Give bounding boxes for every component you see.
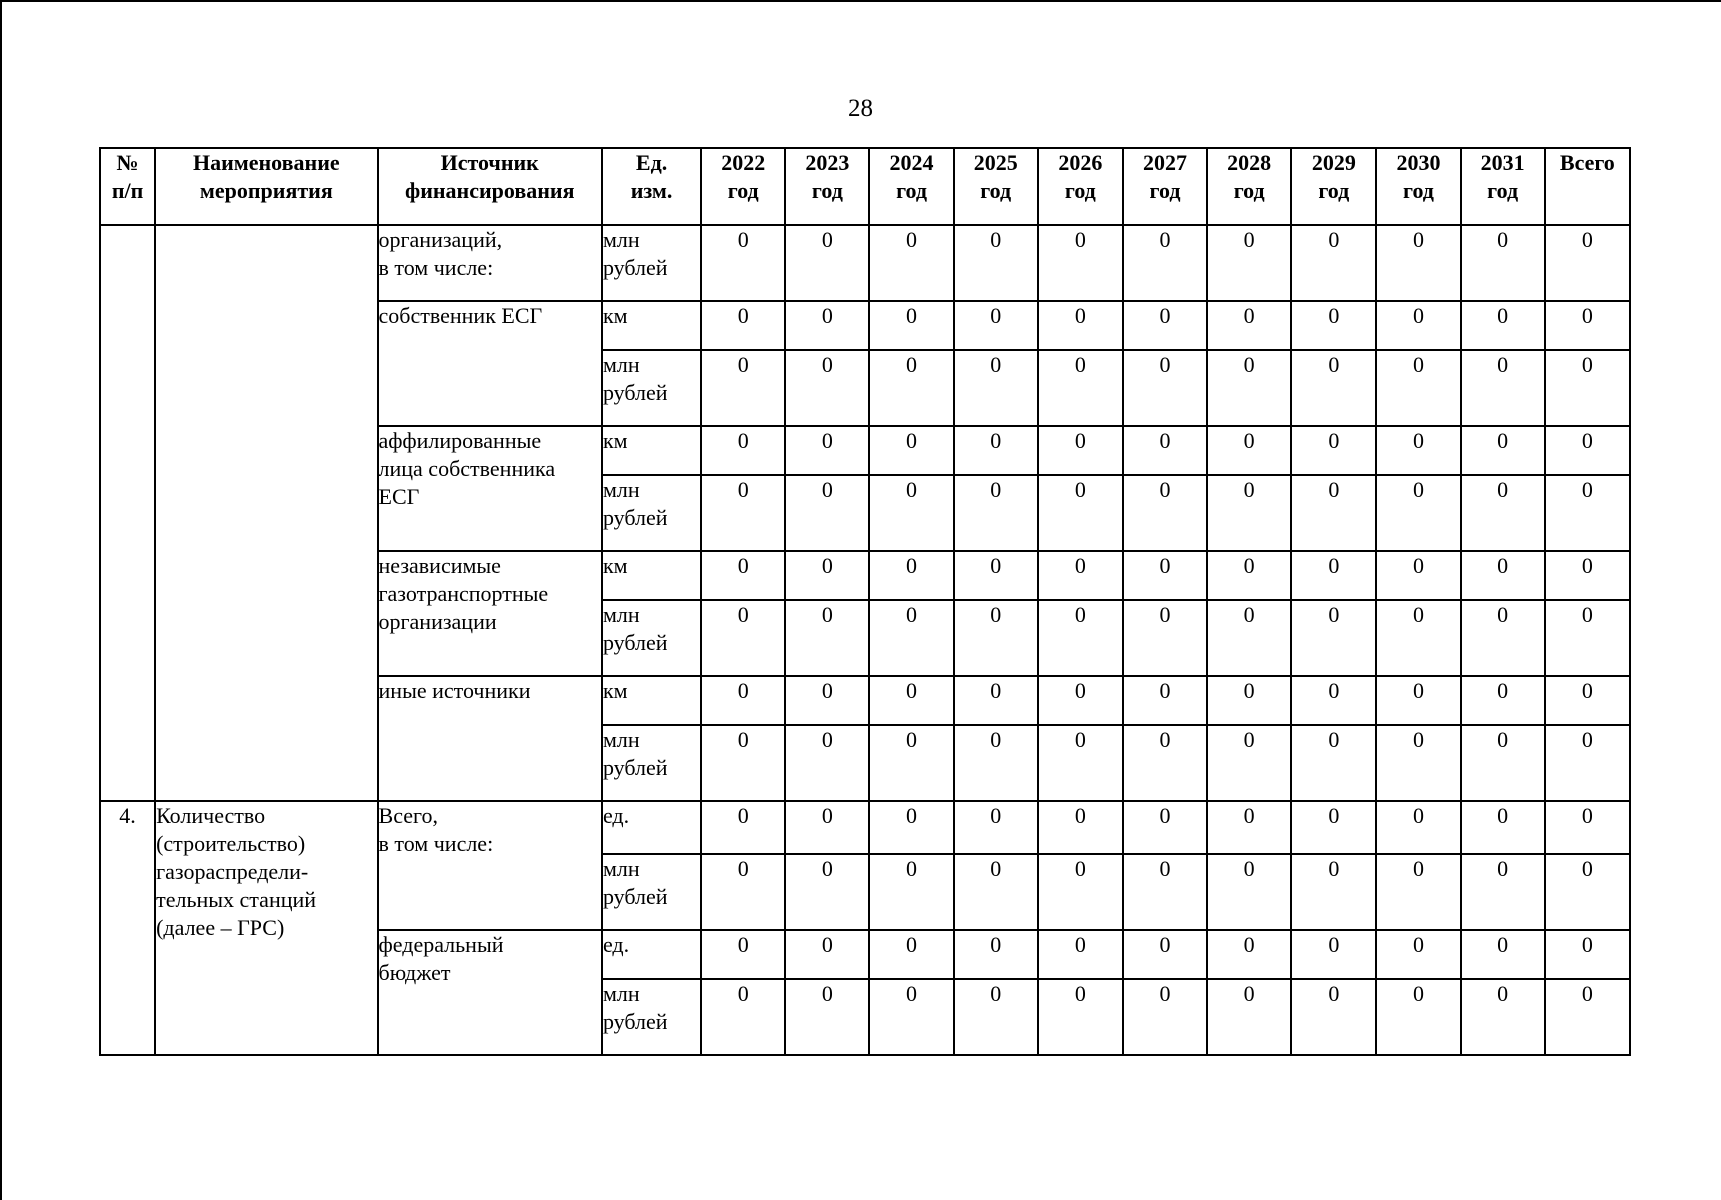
value-cell: 0 [1038,979,1123,1055]
page-left-edge [0,0,2,1200]
header-name: Наименование мероприятия [155,148,377,225]
value-cell: 0 [1461,225,1545,301]
funding-source: собственник ЕСГ [378,301,602,426]
value-cell: 0 [869,426,953,475]
value-cell: 0 [1123,676,1207,725]
header-year: 2024 год [869,148,953,225]
value-cell: 0 [954,979,1038,1055]
value-cell: 0 [1207,676,1291,725]
value-cell: 0 [785,930,869,979]
value-cell: 0 [869,725,953,801]
funding-table [99,147,1631,1056]
value-cell: 0 [1376,854,1460,930]
value-cell: 0 [869,600,953,676]
total-cell: 0 [1545,551,1630,600]
value-cell: 0 [701,225,785,301]
total-cell: 0 [1545,801,1630,854]
value-cell: 0 [1038,854,1123,930]
item-name [155,225,377,801]
total-cell: 0 [1545,600,1630,676]
value-cell: 0 [954,930,1038,979]
unit-cell: ед. [602,801,701,854]
unit-cell: км [602,676,701,725]
header-year: 2026 год [1038,148,1123,225]
value-cell: 0 [1291,426,1376,475]
value-cell: 0 [1123,801,1207,854]
value-cell: 0 [1461,801,1545,854]
total-cell: 0 [1545,475,1630,551]
value-cell: 0 [1461,475,1545,551]
total-cell: 0 [1545,979,1630,1055]
funding-source: организаций, в том числе: [378,225,602,301]
value-cell: 0 [1376,801,1460,854]
value-cell: 0 [1038,801,1123,854]
value-cell: 0 [954,350,1038,426]
value-cell: 0 [785,854,869,930]
header-year: 2022 год [701,148,785,225]
unit-cell: млн рублей [602,600,701,676]
header-year: 2029 год [1291,148,1376,225]
value-cell: 0 [1291,600,1376,676]
value-cell: 0 [1291,676,1376,725]
value-cell: 0 [785,426,869,475]
value-cell: 0 [1291,725,1376,801]
value-cell: 0 [701,551,785,600]
value-cell: 0 [1376,301,1460,350]
unit-cell: ед. [602,930,701,979]
value-cell: 0 [1291,551,1376,600]
value-cell: 0 [869,979,953,1055]
value-cell: 0 [1461,551,1545,600]
value-cell: 0 [954,301,1038,350]
total-cell: 0 [1545,725,1630,801]
total-cell: 0 [1545,350,1630,426]
value-cell: 0 [1207,551,1291,600]
value-cell: 0 [954,676,1038,725]
value-cell: 0 [701,301,785,350]
funding-source: аффилированные лица собственника ЕСГ [378,426,602,551]
value-cell: 0 [1291,350,1376,426]
value-cell: 0 [1123,854,1207,930]
value-cell: 0 [701,475,785,551]
header-unit: Ед. изм. [602,148,701,225]
unit-cell: млн рублей [602,979,701,1055]
value-cell: 0 [1038,551,1123,600]
value-cell: 0 [701,426,785,475]
value-cell: 0 [1123,725,1207,801]
value-cell: 0 [1291,979,1376,1055]
value-cell: 0 [1461,676,1545,725]
value-cell: 0 [869,854,953,930]
value-cell: 0 [785,600,869,676]
total-cell: 0 [1545,676,1630,725]
value-cell: 0 [1207,854,1291,930]
value-cell: 0 [1123,551,1207,600]
header-year: 2030 год [1376,148,1460,225]
value-cell: 0 [1461,979,1545,1055]
header-source: Источник финансирования [378,148,602,225]
unit-cell: км [602,426,701,475]
value-cell: 0 [1461,725,1545,801]
value-cell: 0 [1461,350,1545,426]
header-total: Всего [1545,148,1630,225]
value-cell: 0 [869,930,953,979]
value-cell: 0 [1038,475,1123,551]
value-cell: 0 [701,801,785,854]
value-cell: 0 [1461,301,1545,350]
value-cell: 0 [1207,426,1291,475]
value-cell: 0 [954,551,1038,600]
funding-source: федеральный бюджет [378,930,602,1055]
value-cell: 0 [1123,979,1207,1055]
value-cell: 0 [1038,301,1123,350]
value-cell: 0 [1038,350,1123,426]
value-cell: 0 [954,475,1038,551]
value-cell: 0 [1038,426,1123,475]
header-year: 2025 год [954,148,1038,225]
value-cell: 0 [1291,225,1376,301]
total-cell: 0 [1545,854,1630,930]
value-cell: 0 [1207,301,1291,350]
value-cell: 0 [1291,854,1376,930]
unit-cell: млн рублей [602,225,701,301]
value-cell: 0 [1291,475,1376,551]
value-cell: 0 [1376,930,1460,979]
total-cell: 0 [1545,301,1630,350]
value-cell: 0 [1123,225,1207,301]
value-cell: 0 [1038,725,1123,801]
total-cell: 0 [1545,225,1630,301]
value-cell: 0 [954,600,1038,676]
value-cell: 0 [1461,930,1545,979]
value-cell: 0 [1123,475,1207,551]
value-cell: 0 [785,801,869,854]
value-cell: 0 [785,676,869,725]
unit-cell: млн рублей [602,725,701,801]
value-cell: 0 [1376,676,1460,725]
value-cell: 0 [785,301,869,350]
value-cell: 0 [954,225,1038,301]
value-cell: 0 [954,801,1038,854]
value-cell: 0 [1207,979,1291,1055]
item-number [100,225,155,801]
funding-source: Всего, в том числе: [378,801,602,930]
value-cell: 0 [869,676,953,725]
value-cell: 0 [1376,979,1460,1055]
table-row [100,225,1630,301]
header-num: № п/п [100,148,155,225]
value-cell: 0 [1461,600,1545,676]
value-cell: 0 [1207,225,1291,301]
value-cell: 0 [869,350,953,426]
value-cell: 0 [869,551,953,600]
value-cell: 0 [785,225,869,301]
value-cell: 0 [1291,801,1376,854]
value-cell: 0 [1376,350,1460,426]
header-year: 2023 год [785,148,869,225]
value-cell: 0 [1038,930,1123,979]
value-cell: 0 [701,676,785,725]
value-cell: 0 [785,551,869,600]
value-cell: 0 [1123,930,1207,979]
table-row [100,801,1630,854]
value-cell: 0 [1291,301,1376,350]
value-cell: 0 [954,426,1038,475]
header-row [100,148,1630,225]
unit-cell: млн рублей [602,350,701,426]
value-cell: 0 [1461,854,1545,930]
value-cell: 0 [785,475,869,551]
value-cell: 0 [1291,930,1376,979]
value-cell: 0 [1207,475,1291,551]
value-cell: 0 [701,854,785,930]
unit-cell: млн рублей [602,475,701,551]
value-cell: 0 [701,600,785,676]
value-cell: 0 [1376,225,1460,301]
value-cell: 0 [1376,475,1460,551]
value-cell: 0 [869,801,953,854]
value-cell: 0 [954,725,1038,801]
funding-source: иные источники [378,676,602,801]
value-cell: 0 [1207,350,1291,426]
value-cell: 0 [1376,551,1460,600]
value-cell: 0 [1123,350,1207,426]
funding-source: независимые газотранспортные организации [378,551,602,676]
total-cell: 0 [1545,426,1630,475]
value-cell: 0 [1376,600,1460,676]
value-cell: 0 [1461,426,1545,475]
unit-cell: км [602,301,701,350]
total-cell: 0 [1545,930,1630,979]
value-cell: 0 [1376,426,1460,475]
value-cell: 0 [869,301,953,350]
unit-cell: км [602,551,701,600]
value-cell: 0 [785,350,869,426]
value-cell: 0 [1038,676,1123,725]
value-cell: 0 [1123,600,1207,676]
value-cell: 0 [701,725,785,801]
value-cell: 0 [1123,426,1207,475]
value-cell: 0 [1038,225,1123,301]
header-year: 2027 год [1123,148,1207,225]
value-cell: 0 [1207,725,1291,801]
value-cell: 0 [1123,301,1207,350]
value-cell: 0 [1038,600,1123,676]
value-cell: 0 [701,979,785,1055]
value-cell: 0 [954,854,1038,930]
value-cell: 0 [1207,801,1291,854]
value-cell: 0 [785,979,869,1055]
value-cell: 0 [1376,725,1460,801]
value-cell: 0 [785,725,869,801]
value-cell: 0 [1207,600,1291,676]
page-number: 28 [848,95,873,122]
value-cell: 0 [1207,930,1291,979]
page-top-edge [0,0,1721,2]
value-cell: 0 [701,350,785,426]
header-year: 2028 год [1207,148,1291,225]
value-cell: 0 [869,475,953,551]
header-year: 2031 год [1461,148,1545,225]
unit-cell: млн рублей [602,854,701,930]
item-name: Количество (строительство) газораспредели- тельных станций (далее – ГРС) [155,801,377,1055]
item-number: 4. [100,801,155,1055]
value-cell: 0 [869,225,953,301]
value-cell: 0 [701,930,785,979]
